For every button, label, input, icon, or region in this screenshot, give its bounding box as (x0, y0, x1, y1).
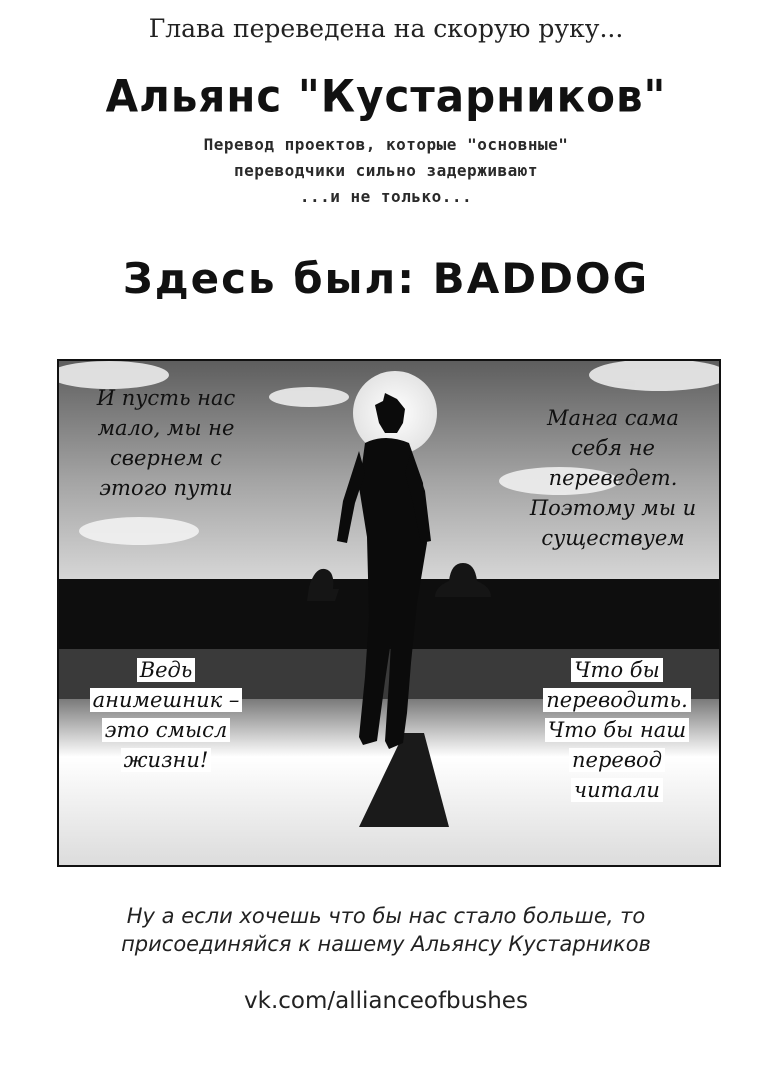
join-invitation (0, 902, 772, 958)
group-title: Альянс "Кустарников" (105, 70, 667, 123)
bubble-line: Ведь (137, 658, 196, 682)
bubble-line: читали (571, 778, 663, 802)
bubble-line: этого пути (99, 476, 233, 500)
speech-text-bottom-left (71, 655, 261, 775)
scanlation-note: Глава переведена на скорую руку... (148, 14, 624, 43)
bubble-line: свернем с (110, 446, 222, 470)
bubble-line: существуем (541, 526, 685, 550)
bubble-line: Что бы наш (545, 718, 689, 742)
subtitle-line: переводчики сильно задерживают (234, 161, 538, 180)
credit-line: Здесь был: BADDOG (122, 254, 650, 303)
bubble-line: Поэтому мы и (529, 496, 697, 520)
join-line: присоединяйся к нашему Альянсу Кустарников (121, 932, 651, 956)
bubble-line: Что бы (571, 658, 662, 682)
bubble-line: это смысл (102, 718, 230, 742)
bubble-line: жизни! (121, 748, 212, 772)
bubble-line: мало, мы не (97, 416, 235, 440)
group-link[interactable]: vk.com/allianceofbushes (244, 988, 528, 1014)
join-line: Ну а если хочешь что бы нас стало больше, то (126, 904, 646, 928)
bubble-line: анимешник – (90, 688, 243, 712)
bubble-line: перевод (569, 748, 665, 772)
bubble-line: Манга сама (547, 406, 679, 430)
bubble-line: переводить. (543, 688, 691, 712)
manga-panel (57, 359, 721, 867)
bubble-line: переведет. (548, 466, 678, 490)
speech-text-top-left (71, 383, 261, 503)
speech-text-bottom-right (517, 655, 717, 805)
group-subtitle (0, 132, 772, 210)
subtitle-line: Перевод проектов, которые "основные" (203, 135, 569, 154)
bubble-line: И пусть нас (96, 386, 236, 410)
bubble-line: себя не (571, 436, 655, 460)
subtitle-line: ...и не только... (299, 187, 473, 206)
speech-text-top-right (507, 403, 719, 553)
